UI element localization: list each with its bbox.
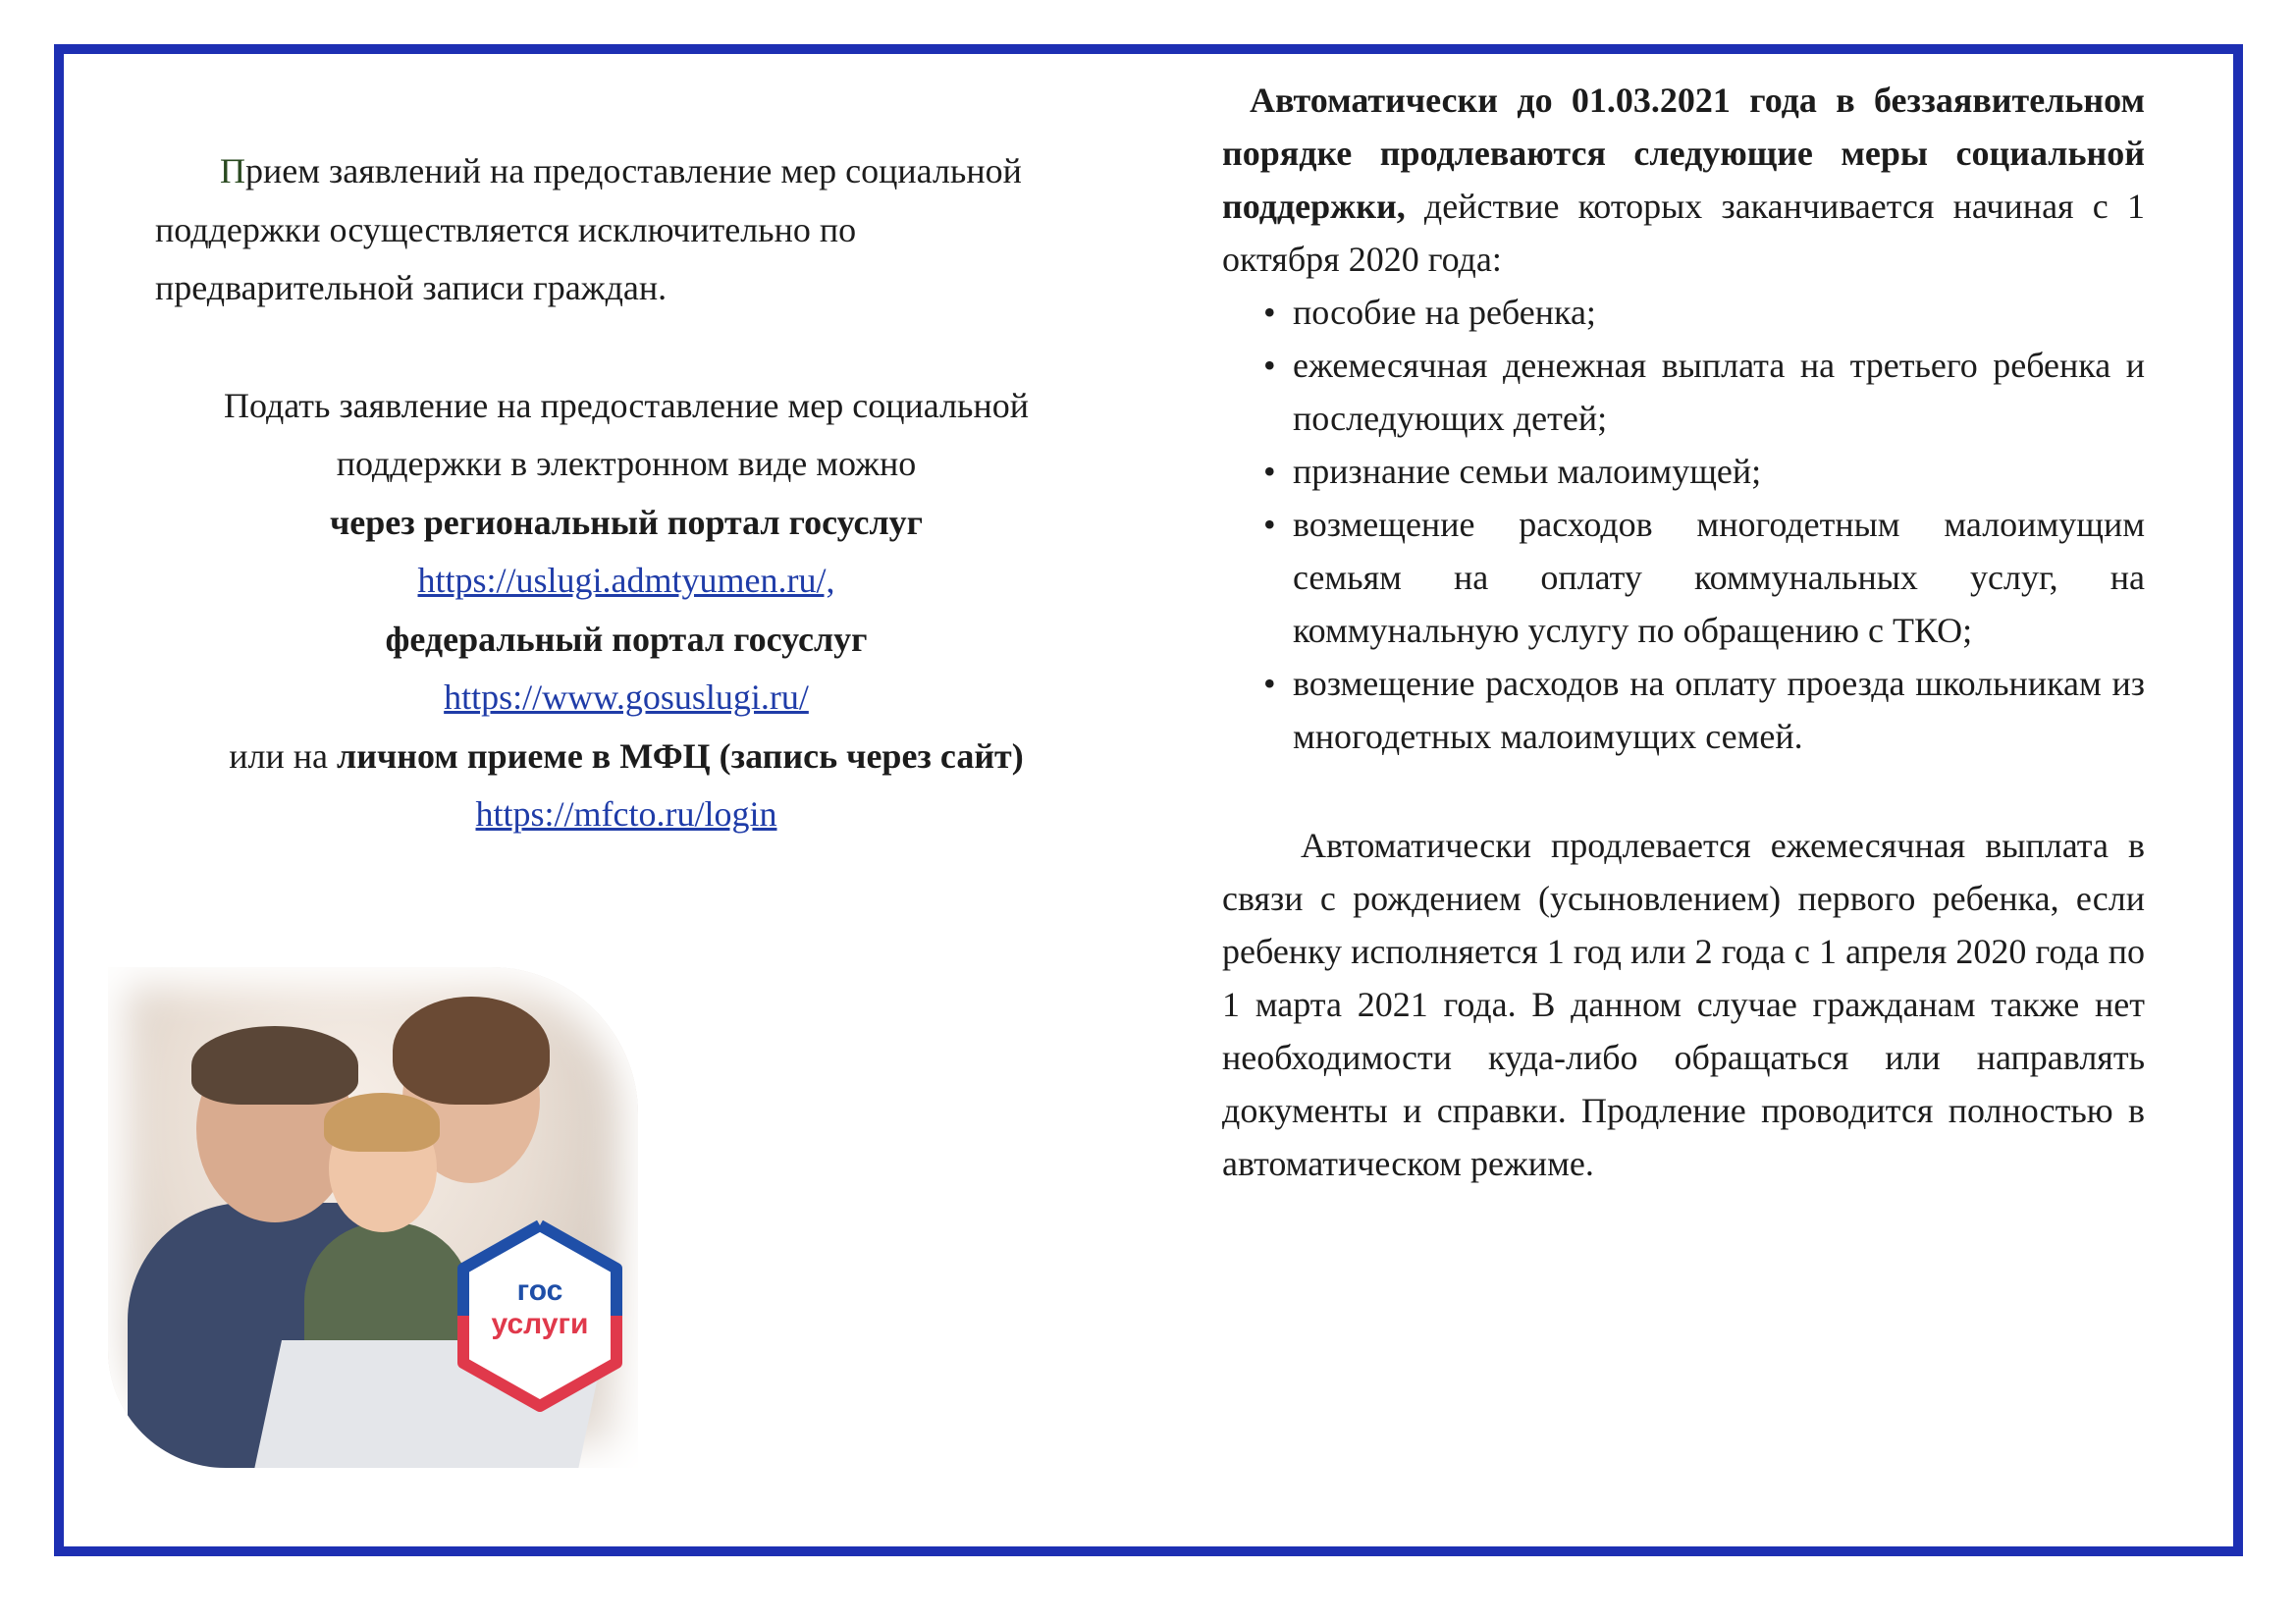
right-column <box>1222 74 2145 1190</box>
lead-paragraph <box>1222 74 2145 286</box>
regional-portal-link-line <box>155 552 1097 611</box>
regional-portal-label: через региональный портал госуслуг <box>329 502 924 542</box>
logo-line-2: услуги <box>491 1308 589 1340</box>
apply-text: Подать заявление на предоставление мер социальной поддержки в электронном виде можно <box>223 385 1030 483</box>
bullet-icon: • <box>1263 664 1276 703</box>
federal-portal-link[interactable]: https://www.gosuslugi.ru/ <box>444 677 809 717</box>
list-item: • ежемесячная денежная выплата на третьего ребенка и последующих детей; <box>1242 339 2145 445</box>
federal-portal-line <box>155 611 1097 670</box>
federal-portal-link-line <box>155 669 1097 728</box>
left-column <box>155 142 1097 844</box>
logo-line-1: гос <box>516 1274 563 1307</box>
list-item: • возмещение расходов многодетным малоимущим семьям на оплату коммунальных услуг, на коммунальную услугу по обращению с ТКО; <box>1242 498 2145 657</box>
lead-bold: Автоматически до 01.03.2021 года в беззаявительном порядке продлеваются следующие меры социальной поддержки, <box>1222 81 2145 226</box>
apply-paragraph <box>155 377 1097 494</box>
list-item: • возмещение расходов на оплату проезда школьникам из многодетных малоимущих семей. <box>1242 657 2145 763</box>
gosuslugi-logo <box>452 1218 628 1414</box>
mfc-paragraph <box>155 728 1097 844</box>
regional-portal-line <box>155 494 1097 553</box>
list-item: • пособие на ребенка; <box>1242 286 2145 339</box>
intro-text: рием заявлений на предоставление мер социальной поддержки осуществляется исключительно по предварительной записи граждан. <box>155 151 1022 307</box>
intro-first-letter: П <box>220 151 245 190</box>
intro-paragraph <box>155 142 1097 318</box>
regional-portal-link[interactable]: https://uslugi.admtyumen.ru/, <box>417 561 835 600</box>
lead-normal: действие которых заканчивается начиная с 1 октября 2020 года: <box>1222 187 2145 279</box>
bullet-icon: • <box>1263 293 1276 332</box>
list-item: • признание семьи малоимущей; <box>1242 445 2145 498</box>
bullet-icon: • <box>1263 505 1276 544</box>
federal-portal-label: федеральный портал госуслуг <box>385 619 868 659</box>
logo-text <box>452 1274 628 1341</box>
mfc-link[interactable]: https://mfcto.ru/login <box>475 794 777 834</box>
family-photo <box>98 952 648 1483</box>
bullet-icon: • <box>1263 452 1276 491</box>
mfc-label: личном приеме в МФЦ (запись через сайт) <box>337 735 1024 776</box>
support-measures-list <box>1222 286 2145 763</box>
second-paragraph: Автоматически продлевается ежемесячная выплата в связи с рождением (усыновлением) первого ребенка, если ребенку исполняется 1 год или 2 года с 1 апреля 2020 года по 1 марта 2021 года. В данном случае гражданам также нет необходимости куда-либо обращаться или направлять документы и справки. Продление проводится полностью в автоматическом режиме. <box>1222 826 2145 1183</box>
or-text: или на <box>229 735 337 776</box>
bullet-icon: • <box>1263 346 1276 385</box>
